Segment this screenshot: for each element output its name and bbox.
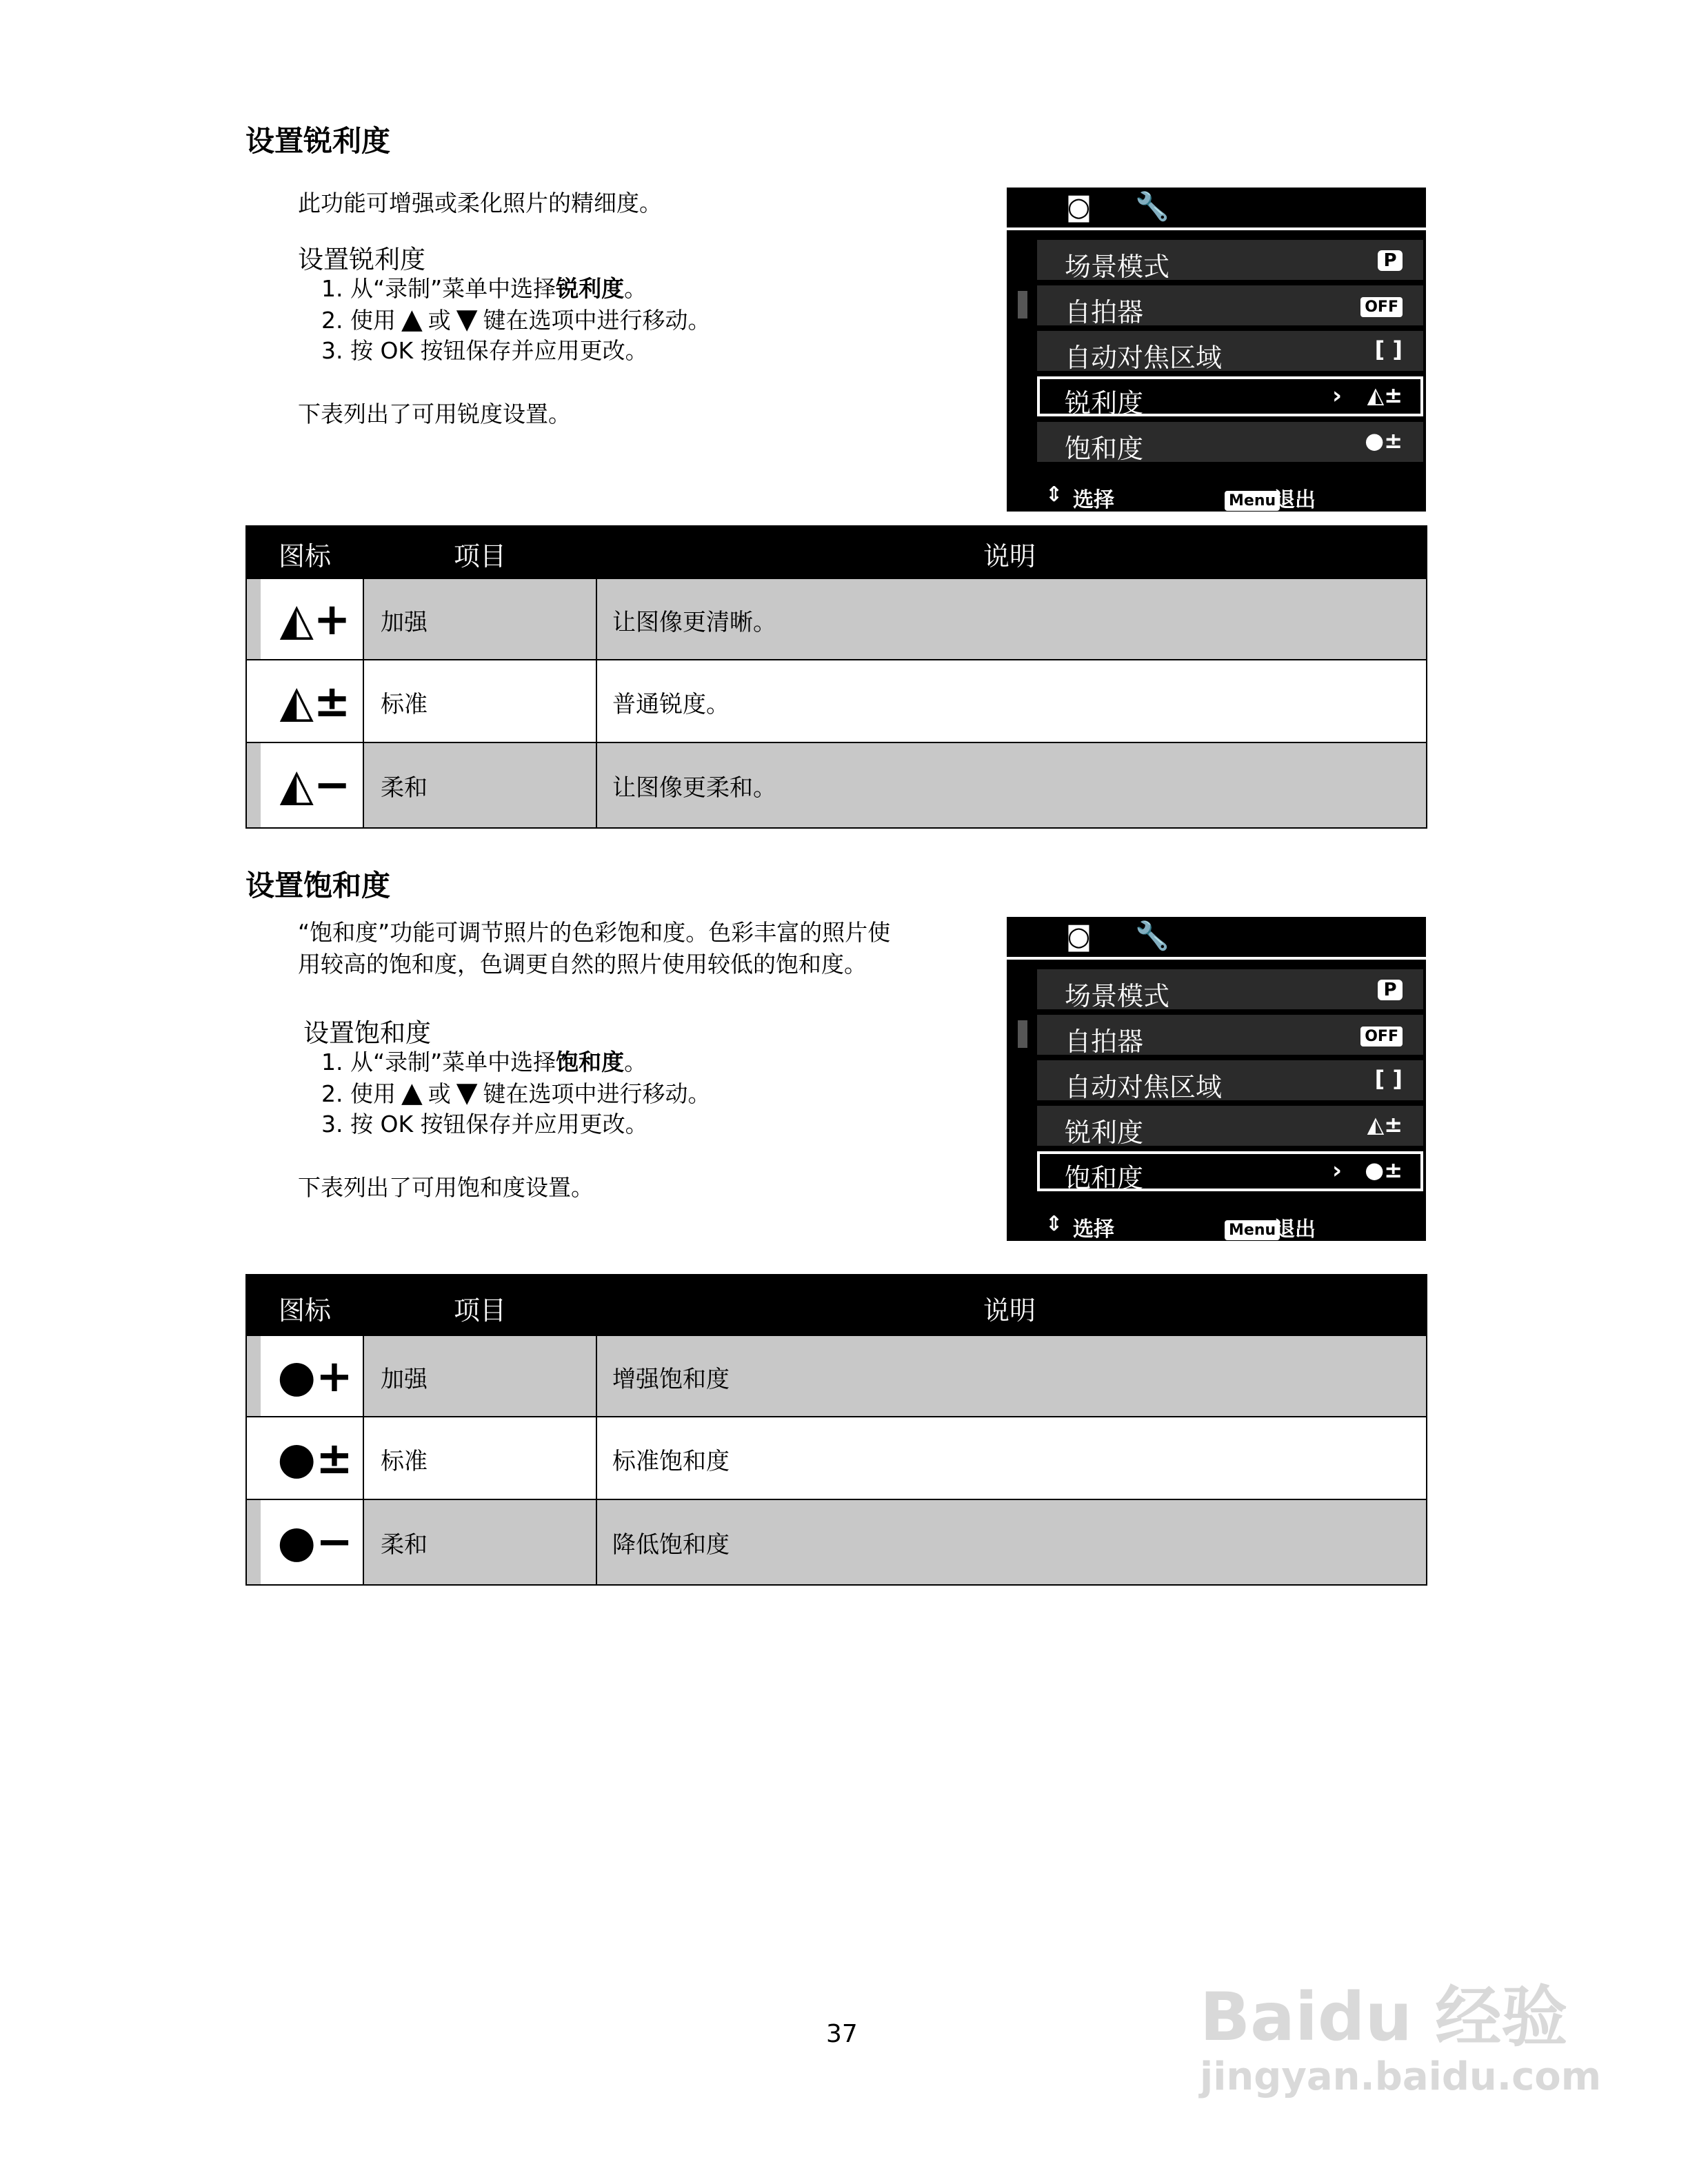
header-item: 项目	[454, 1295, 507, 1326]
divider	[363, 743, 364, 827]
sharpness-subheading: 设置锐利度	[298, 245, 425, 274]
sharpness-minus-icon: ◭−	[279, 760, 351, 811]
program-mode-icon: P	[1378, 245, 1403, 272]
desc-cell: 标准饱和度	[612, 1447, 730, 1475]
divider	[596, 660, 597, 743]
icon-cell	[261, 660, 364, 743]
step-1-prefix: 1. 从“录制”菜单中选择	[321, 275, 556, 302]
step-1-bold: 锐利度	[556, 275, 625, 302]
chevron-right-icon: ›	[1332, 382, 1342, 410]
saturation-plusminus-icon: ●±	[277, 1433, 353, 1484]
camera-menu-footer	[1007, 478, 1426, 512]
menu-item-saturation-selected	[1037, 1151, 1423, 1191]
table-row	[247, 659, 1426, 743]
menu-item-sharpness	[1037, 1106, 1423, 1146]
saturation-title: 设置饱和度	[245, 869, 391, 902]
item-cell: 柔和	[381, 1530, 428, 1559]
watermark-url: jingyan.baidu.com	[1200, 2054, 1602, 2099]
table-row	[247, 578, 1426, 660]
icon-cell	[261, 1500, 364, 1584]
camera-menu-tabbar	[1007, 917, 1426, 960]
table-row	[247, 1335, 1426, 1417]
exit-label: 退出	[1274, 1217, 1316, 1242]
menu-item-self-timer	[1037, 1015, 1423, 1055]
down-triangle-icon: ▼	[456, 1077, 478, 1109]
table-row	[247, 742, 1426, 827]
menu-item-label: 自拍器	[1065, 297, 1144, 327]
menu-item-label: 场景模式	[1065, 252, 1170, 282]
header-item: 项目	[454, 541, 507, 572]
saturation-minus-icon: ●−	[277, 1517, 353, 1568]
step-1-prefix: 1. 从“录制”菜单中选择	[321, 1049, 556, 1075]
menu-item-label: 锐利度	[1065, 388, 1144, 418]
table-header	[247, 527, 1426, 578]
af-bracket-icon: [ ]	[1374, 1066, 1403, 1092]
saturation-step-1	[321, 1046, 647, 1078]
menu-item-self-timer	[1037, 285, 1423, 325]
table-row	[247, 1416, 1426, 1500]
sharpness-plusminus-icon: ◭±	[279, 676, 351, 727]
menu-item-sharpness-selected	[1037, 376, 1423, 416]
watermark-logo: Baidu 经验	[1200, 1979, 1568, 2056]
divider	[596, 1417, 597, 1500]
sharpness-icon: ◭±	[1367, 1111, 1403, 1138]
up-triangle-icon: ▲	[401, 1077, 423, 1109]
menu-item-scene-mode	[1037, 969, 1423, 1009]
af-bracket-icon: [ ]	[1374, 336, 1403, 363]
table-row	[247, 1499, 1426, 1584]
icon-cell	[261, 743, 364, 827]
divider	[363, 1500, 364, 1584]
menu-item-label: 饱和度	[1065, 1163, 1144, 1193]
updown-arrow-icon: ⇕	[1045, 483, 1063, 507]
saturation-step-3: 3. 按 OK 按钮保存并应用更改。	[321, 1111, 648, 1138]
header-desc: 说明	[983, 541, 1036, 572]
wrench-icon: 🔧	[1135, 191, 1169, 223]
saturation-intro-line-2: 用较高的饱和度，色调更自然的照片使用较低的饱和度。	[298, 951, 867, 978]
camera-icon: ◙	[1066, 921, 1092, 951]
page-number: 37	[826, 2020, 858, 2048]
saturation-icon: ●±	[1365, 1157, 1403, 1183]
desc-cell: 让图像更柔和。	[612, 774, 776, 802]
sharpness-step-2	[321, 303, 711, 336]
item-cell: 标准	[381, 690, 428, 718]
icon-cell	[261, 1336, 364, 1417]
item-cell: 柔和	[381, 774, 428, 802]
off-badge-icon: OFF	[1360, 1020, 1403, 1046]
menu-item-af-area	[1037, 331, 1423, 371]
step-2-prefix: 2. 使用	[321, 1080, 396, 1107]
chevron-right-icon: ›	[1332, 1157, 1342, 1184]
menu-item-label: 场景模式	[1065, 981, 1170, 1011]
menu-item-label: 饱和度	[1065, 434, 1144, 464]
header-desc: 说明	[983, 1295, 1036, 1326]
icon-cell	[261, 579, 364, 660]
step-2-or: 或	[428, 1080, 451, 1107]
off-badge-icon: OFF	[1360, 291, 1403, 317]
desc-cell: 增强饱和度	[612, 1365, 730, 1393]
sharpness-step-1	[321, 273, 647, 305]
down-triangle-icon: ▼	[456, 303, 478, 335]
camera-menu-tabbar	[1007, 188, 1426, 230]
menu-item-scene-mode	[1037, 240, 1423, 280]
scroll-indicator	[1018, 291, 1027, 318]
item-cell: 加强	[381, 608, 428, 636]
divider	[596, 1336, 597, 1417]
menu-item-label: 自动对焦区域	[1065, 343, 1223, 373]
camera-menu-screenshot-saturation	[1007, 917, 1426, 1241]
saturation-step-2	[321, 1077, 711, 1110]
divider	[596, 1500, 597, 1584]
desc-cell: 普通锐度。	[612, 690, 730, 718]
sharpness-table-note: 下表列出了可用锐度设置。	[298, 401, 571, 427]
select-label: 选择	[1073, 488, 1114, 512]
camera-menu-screenshot-sharpness	[1007, 188, 1426, 512]
step-2-suffix: 键在选项中进行移动。	[483, 1080, 711, 1107]
program-mode-icon: P	[1378, 975, 1403, 1001]
divider	[363, 1417, 364, 1500]
sharpness-icon: ◭±	[1367, 382, 1403, 408]
saturation-subheading: 设置饱和度	[303, 1018, 431, 1048]
exit-label: 退出	[1274, 488, 1316, 512]
divider	[363, 1336, 364, 1417]
menu-badge-icon: Menu	[1225, 487, 1280, 511]
saturation-plus-icon: ●+	[277, 1351, 353, 1402]
divider	[596, 743, 597, 827]
sharpness-intro: 此功能可增强或柔化照片的精细度。	[298, 190, 662, 216]
divider	[363, 660, 364, 743]
item-cell: 标准	[381, 1447, 428, 1475]
item-cell: 加强	[381, 1365, 428, 1393]
up-triangle-icon: ▲	[401, 303, 423, 335]
step-1-bold: 饱和度	[556, 1049, 625, 1075]
saturation-intro-line-1: “饱和度”功能可调节照片的色彩饱和度。色彩丰富的照片使	[298, 919, 891, 946]
step-1-suffix: 。	[624, 1049, 647, 1075]
saturation-table	[245, 1274, 1427, 1586]
sharpness-plus-icon: ◭+	[279, 594, 351, 645]
desc-cell: 降低饱和度	[612, 1530, 730, 1559]
divider	[363, 579, 364, 660]
scroll-indicator	[1018, 1020, 1027, 1048]
saturation-table-note: 下表列出了可用饱和度设置。	[298, 1174, 594, 1201]
wrench-icon: 🔧	[1135, 920, 1169, 952]
step-2-or: 或	[428, 307, 451, 334]
menu-item-label: 自拍器	[1065, 1027, 1144, 1057]
step-2-suffix: 键在选项中进行移动。	[483, 307, 711, 334]
header-icon: 图标	[279, 541, 332, 572]
header-icon: 图标	[279, 1295, 332, 1326]
desc-cell: 让图像更清晰。	[612, 608, 776, 636]
sharpness-title: 设置锐利度	[245, 124, 391, 158]
sharpness-step-3: 3. 按 OK 按钮保存并应用更改。	[321, 337, 648, 364]
updown-arrow-icon: ⇕	[1045, 1212, 1063, 1236]
menu-item-label: 锐利度	[1065, 1118, 1144, 1148]
camera-menu-footer	[1007, 1208, 1426, 1241]
menu-item-af-area	[1037, 1060, 1423, 1100]
divider	[596, 579, 597, 660]
table-header	[247, 1275, 1426, 1335]
icon-cell	[261, 1417, 364, 1500]
menu-item-label: 自动对焦区域	[1065, 1072, 1223, 1102]
select-label: 选择	[1073, 1217, 1114, 1242]
camera-icon: ◙	[1066, 192, 1092, 222]
step-1-suffix: 。	[624, 275, 647, 302]
menu-item-saturation	[1037, 422, 1423, 462]
sharpness-table	[245, 525, 1427, 829]
menu-badge-icon: Menu	[1225, 1216, 1280, 1240]
saturation-icon: ●±	[1365, 427, 1403, 454]
step-2-prefix: 2. 使用	[321, 307, 396, 334]
